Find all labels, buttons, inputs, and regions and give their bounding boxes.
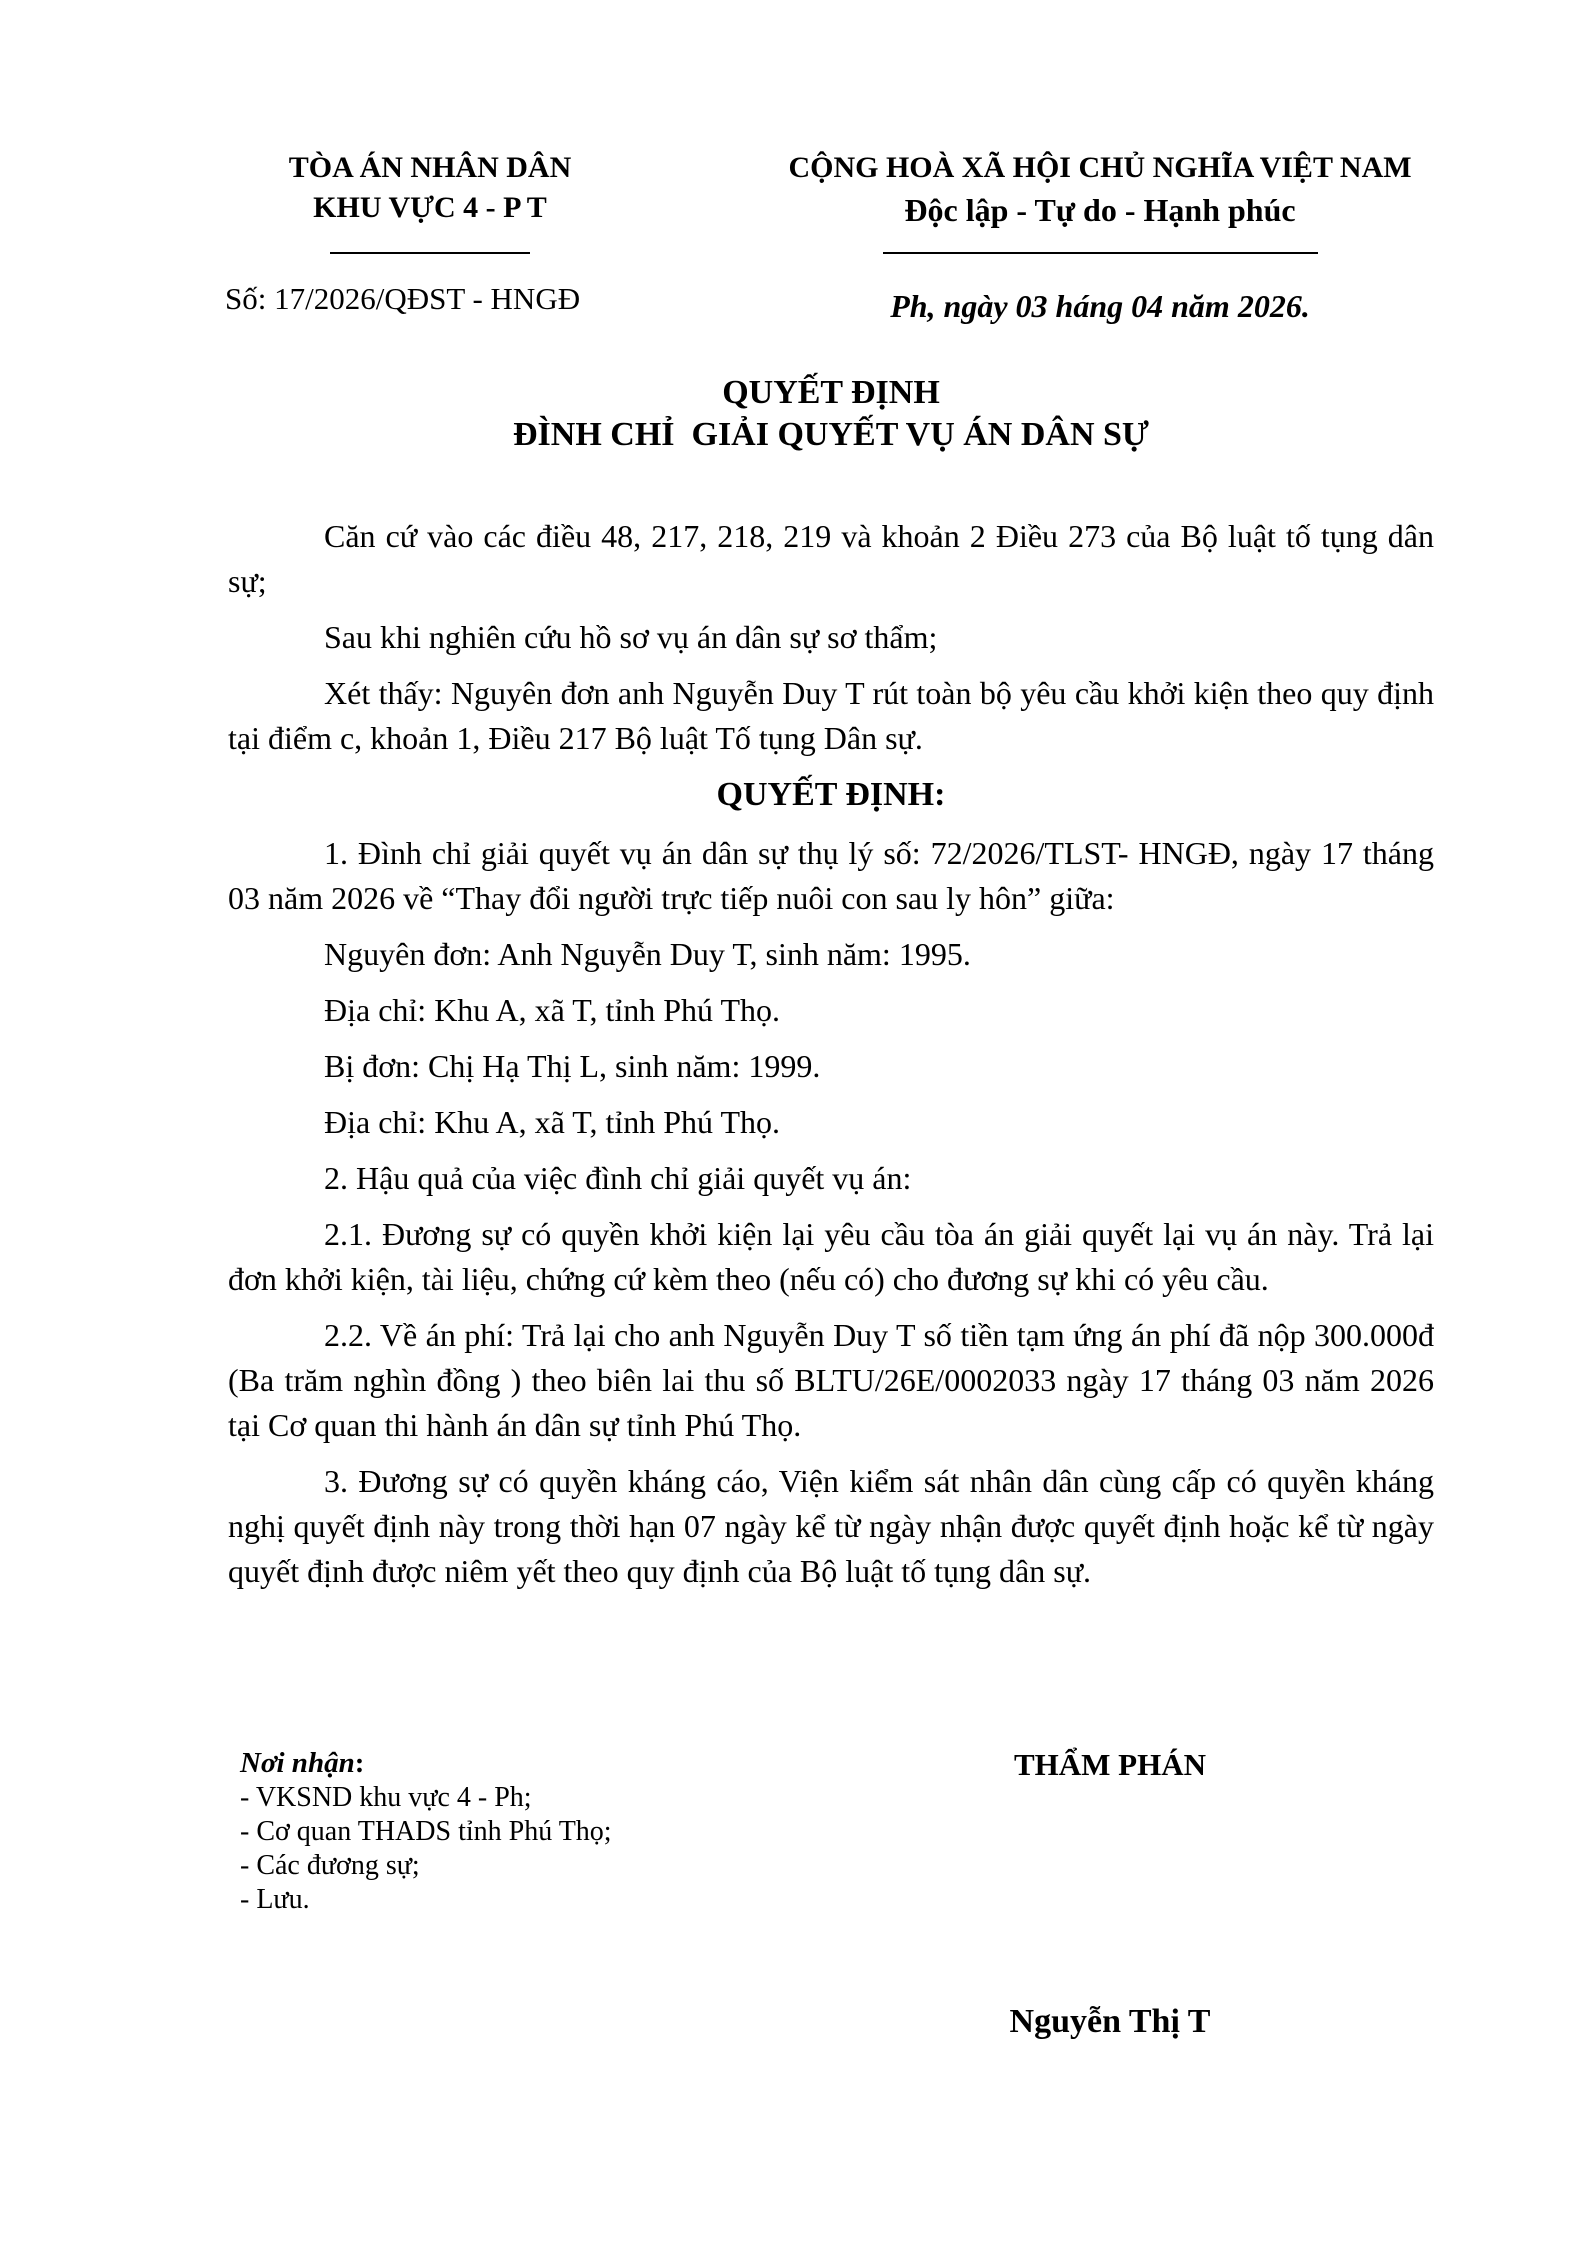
- recipient-item: - Các đương sự;: [240, 1850, 420, 1881]
- document-title: [228, 372, 1434, 456]
- national-motto-line1: CỘNG HOÀ XÃ HỘI CHỦ NGHĨA VIỆT NAM: [788, 151, 1412, 184]
- recipient-item: - VKSND khu vực 4 - Ph;: [240, 1782, 532, 1813]
- decision-item-3: 3. Đương sự có quyền kháng cáo, Viện kiểm sát nhân dân cùng cấp có quyền kháng nghị quyết định này trong thời hạn 07 ngày kể từ ngày nhận được quyết định hoặc kể từ ngày quyết định được niêm yết theo quy định của Bộ luật tố tụng dân sự.: [228, 1463, 1434, 1589]
- paragraph-legal-basis: Căn cứ vào các điều 48, 217, 218, 219 và khoản 2 Điều 273 của Bộ luật tố tụng dân sự;: [228, 518, 1434, 599]
- recipients-block: [240, 1745, 612, 1917]
- decision-item-1: 1. Đình chỉ giải quyết vụ án dân sự thụ lý số: 72/2026/TLST- HNGĐ, ngày 17 tháng 03 năm 2026 về “Thay đổi người trực tiếp nuôi con sau ly hôn” giữa:: [228, 835, 1434, 916]
- plaintiff-address-line: Địa chỉ: Khu A, xã T, tỉnh Phú Thọ.: [324, 992, 780, 1028]
- signature-block: [850, 1745, 1370, 2044]
- document-body: [228, 372, 1434, 1605]
- motto-divider-rule: [883, 252, 1318, 254]
- paragraph-finding: Xét thấy: Nguyên đơn anh Nguyễn Duy T rút toàn bộ yêu cầu khởi kiện theo quy định tại điểm c, khoản 1, Điều 217 Bộ luật Tố tụng Dân sự.: [228, 675, 1434, 756]
- recipient-item: - Lưu.: [240, 1884, 310, 1915]
- recipient-item: - Cơ quan THADS tỉnh Phú Thọ;: [240, 1816, 612, 1847]
- header-national-block: [750, 148, 1450, 328]
- decision-item-2: 2. Hậu quả của việc đình chỉ giải quyết vụ án:: [324, 1160, 912, 1196]
- header-court-block: [225, 148, 635, 320]
- document-title-line2: ĐÌNH CHỈ GIẢI QUYẾT VỤ ÁN DÂN SỰ: [512, 416, 1149, 453]
- recipients-label-colon: :: [354, 1747, 365, 1779]
- judge-name: Nguyễn Thị T: [1009, 2003, 1211, 2040]
- national-motto-line2: Độc lập - Tự do - Hạnh phúc: [904, 192, 1296, 228]
- decision-item-2-2: 2.2. Về án phí: Trả lại cho anh Nguyễn Duy T số tiền tạm ứng án phí đã nộp 300.000đ (Ba trăm nghìn đồng ) theo biên lai thu số BLTU/26E/0002033 ngày 17 tháng 03 năm 2026 tại Cơ quan thi hành án dân sự tỉnh Phú Thọ.: [228, 1317, 1434, 1443]
- judge-title: THẨM PHÁN: [1013, 1747, 1206, 1782]
- recipients-label-text: Nơi nhận: [240, 1747, 355, 1779]
- defendant-address-line: Địa chỉ: Khu A, xã T, tỉnh Phú Thọ.: [324, 1104, 780, 1140]
- court-divider-rule: [330, 252, 530, 254]
- plaintiff-line: Nguyên đơn: Anh Nguyễn Duy T, sinh năm: 1995.: [324, 936, 971, 972]
- court-name-line2: KHU VỰC 4 - P T: [313, 191, 547, 224]
- place-date-line: Ph, ngày 03 háng 04 năm 2026.: [890, 288, 1310, 324]
- decision-item-2-1: 2.1. Đương sự có quyền khởi kiện lại yêu cầu tòa án giải quyết lại vụ án này. Trả lại đơn khởi kiện, tài liệu, chứng cứ kèm theo (nếu có) cho đương sự khi có yêu cầu.: [228, 1216, 1434, 1297]
- defendant-line: Bị đơn: Chị Hạ Thị L, sinh năm: 1999.: [324, 1048, 821, 1084]
- document-number: Số: 17/2026/QĐST - HNGĐ: [225, 281, 581, 316]
- decision-heading: QUYẾT ĐỊNH:: [716, 776, 946, 813]
- document-title-line1: QUYẾT ĐỊNH: [722, 374, 940, 411]
- recipients-label: [240, 1745, 612, 1781]
- paragraph-after-review: Sau khi nghiên cứu hồ sơ vụ án dân sự sơ thẩm;: [324, 619, 938, 655]
- court-name-line1: TÒA ÁN NHÂN DÂN: [288, 151, 572, 184]
